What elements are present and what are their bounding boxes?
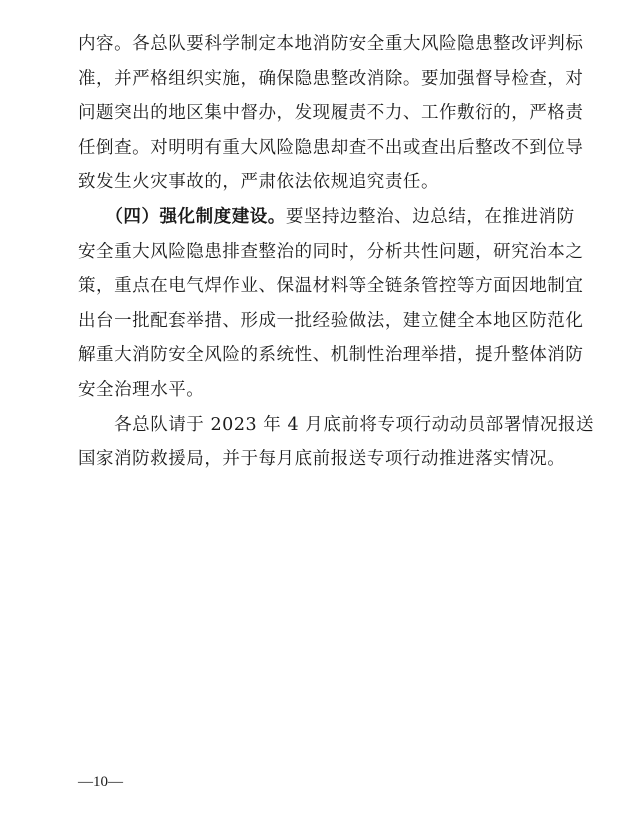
paragraph-line: 安全治理水平。 xyxy=(78,379,205,400)
paragraph-line: 内容。各总队要科学制定本地消防安全重大风险隐患整改评判标 xyxy=(78,34,584,54)
paragraph-line: 致发生火灾事故的，严肃依法依规追究责任。 xyxy=(78,172,439,193)
closing-line: 各总队请于 2023 年 4 月底前将专项行动动员部署情况报送 xyxy=(78,414,595,435)
paragraph-line: 安全重大风险隐患排查整治的同时，分析共性问题，研究治本之 xyxy=(78,241,584,262)
paragraph-line: 任倒查。对明明有重大风险隐患却查不出或查出后整改不到位导 xyxy=(78,137,584,158)
document-body xyxy=(78,27,595,477)
section-text: 要坚持边整治、边总结，在推进消防 xyxy=(285,206,575,227)
paragraph-line: 准，并严格组织实施，确保隐患整改消除。要加强督导检查，对 xyxy=(78,68,584,89)
paragraph-line: 解重大消防安全风险的系统性、机制性治理举措，提升整体消防 xyxy=(78,345,584,366)
paragraph-line: 策，重点在电气焊作业、保温材料等全链条管控等方面因地制宜 xyxy=(78,276,584,297)
paragraph-line: 出台一批配套举措、形成一批经验做法，建立健全本地区防范化 xyxy=(78,310,584,331)
paragraph-line: 问题突出的地区集中督办，发现履责不力、工作敷衍的，严格责 xyxy=(78,103,584,124)
closing-line: 国家消防救援局，并于每月底前报送专项行动推进落实情况。 xyxy=(78,449,566,470)
page-number: —10— xyxy=(78,774,123,790)
section-four-first-line xyxy=(78,200,575,235)
paragraph-indent xyxy=(78,207,114,227)
section-heading: （四）强化制度建设。 xyxy=(114,206,286,227)
